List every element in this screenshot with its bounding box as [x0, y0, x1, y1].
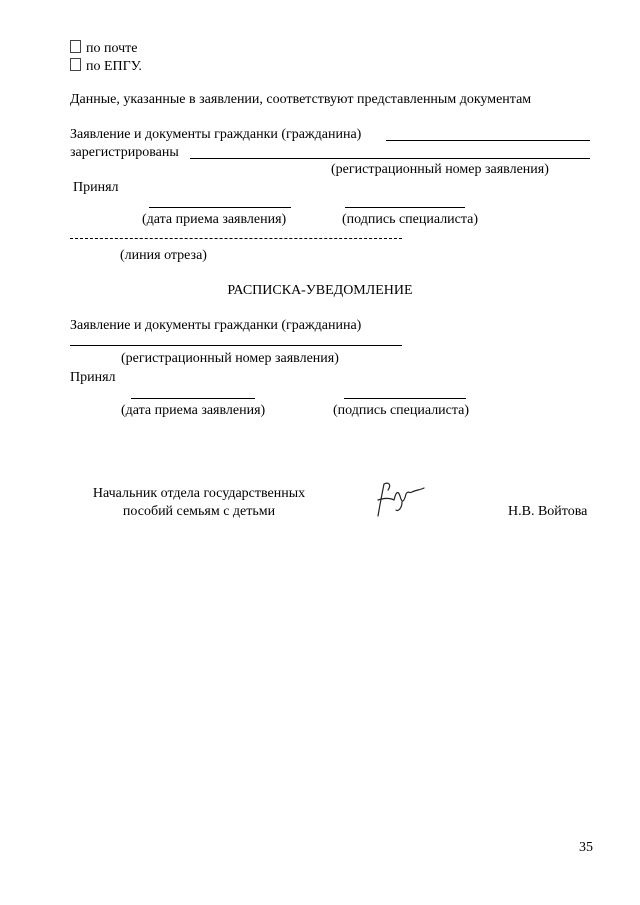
signature-caption: (подпись специалиста): [342, 212, 479, 227]
receipt-accepted-label: Принял: [70, 370, 116, 385]
registered-label: зарегистрированы: [70, 145, 179, 160]
receipt-reg-number-line: [70, 345, 402, 346]
delivery-option-label: по почте: [86, 41, 138, 56]
position-line2: пособий семьям с детьми: [122, 504, 276, 519]
page-number: 35: [579, 840, 593, 855]
delivery-option-epgu[interactable]: [70, 58, 142, 75]
position-line1: Начальник отдела государственных: [92, 486, 306, 501]
checkbox-icon[interactable]: [70, 58, 81, 71]
delivery-option-label: по ЕПГУ.: [86, 59, 142, 74]
receipt-docs-label: Заявление и документы гражданки (гражданина): [70, 318, 362, 333]
name-line: [386, 140, 590, 141]
receipt-date-caption: (дата приема заявления): [121, 403, 266, 418]
receipt-signature-line: [344, 398, 466, 399]
receipt-signature-caption: (подпись специалиста): [333, 403, 470, 418]
receipt-reg-number-caption: (регистрационный номер заявления): [121, 351, 339, 366]
docs-label: Заявление и документы гражданки (гражданина): [70, 127, 362, 142]
signature-line: [345, 207, 465, 208]
cut-line-caption: (линия отреза): [120, 248, 207, 263]
reg-number-line: [190, 158, 590, 159]
accepted-label: Принял: [73, 180, 119, 195]
statement-text: Данные, указанные в заявлении, соответствуют представленным документам: [70, 92, 532, 107]
receipt-date-line: [131, 398, 255, 399]
date-caption: (дата приема заявления): [142, 212, 287, 227]
cut-line: [70, 238, 402, 239]
delivery-option-mail[interactable]: [70, 40, 138, 57]
receipt-title: РАСПИСКА-УВЕДОМЛЕНИЕ: [227, 283, 413, 298]
reg-number-caption: (регистрационный номер заявления): [331, 162, 549, 177]
date-line: [149, 207, 291, 208]
signature-image: [372, 478, 432, 520]
signer-name: Н.В. Войтова: [508, 504, 588, 519]
checkbox-icon[interactable]: [70, 40, 81, 53]
